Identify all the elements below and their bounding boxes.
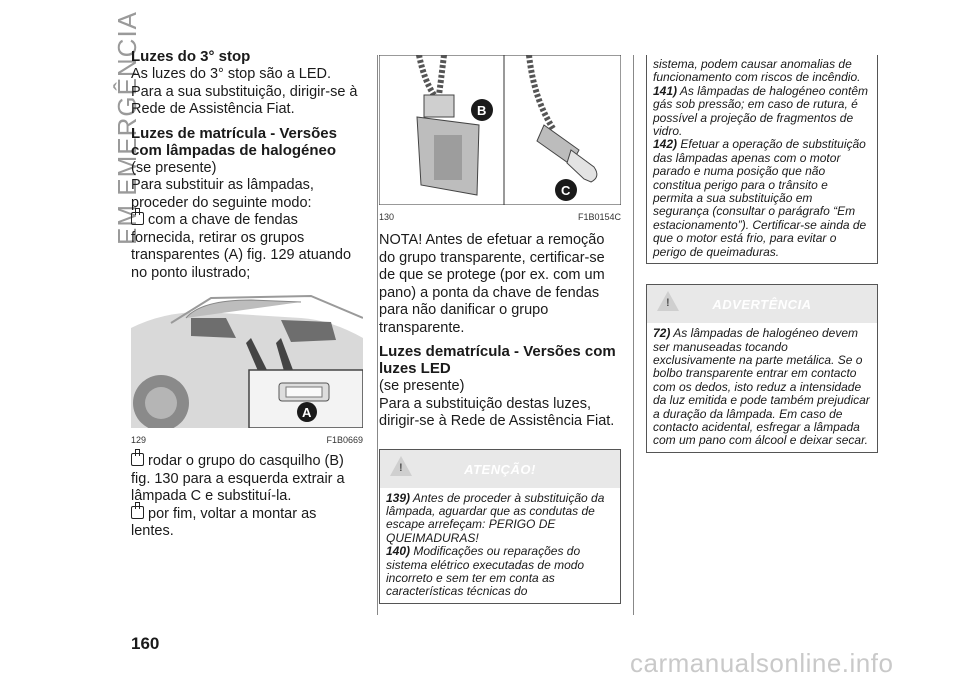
warning-body <box>380 488 620 603</box>
figure-129 <box>131 288 363 445</box>
svg-text:A: A <box>302 405 312 420</box>
warning-header <box>647 285 877 323</box>
note-if-present: (se presente) <box>379 378 465 394</box>
figure-130 <box>379 55 621 222</box>
warning-continuation: sistema, podem causar anomalias de funcionamento com riscos de incêndio. <box>653 57 861 85</box>
heading-third-stop: Luzes do 3° stop <box>131 48 251 65</box>
svg-text:C: C <box>561 183 571 198</box>
warning-continued-box <box>646 55 878 264</box>
warning-header <box>380 450 620 488</box>
warning-item-140: 140) Modificações ou reparações do sistema elétrico executadas de modo incorreto e sem ter em conta as características técnicas do <box>386 544 585 599</box>
paragraph-procedure: Para substituir as lâmpadas, proceder do seguinte modo: <box>131 177 314 211</box>
chapter-side-title: EM EMERGÊNCIA <box>112 10 142 245</box>
step-icon <box>131 506 144 519</box>
warning-body <box>647 323 877 452</box>
figure-number: 129 <box>131 435 147 445</box>
step-icon <box>131 453 144 466</box>
note-if-present: (se presente) <box>131 159 217 176</box>
warning-item-142: 142) Efetuar a operação de substituição das lâmpadas apenas com o motor parado e numa posição que não constitua perigo para o trânsito e permita a sua substituição em segurança (consultar o parágrafo “Em estacionamento”). Certificar-se ainda de que o motor está frio, para evitar o perigo de queimaduras. <box>653 137 867 259</box>
column-3 <box>646 55 878 453</box>
exclamation-icon: ! <box>399 461 403 474</box>
figure-code: F1B0154C <box>577 212 621 222</box>
page-number: 160 <box>131 634 160 653</box>
figure-130-caption <box>379 212 621 222</box>
figure-129-caption <box>131 435 363 445</box>
warning-item-139: 139) Antes de proceder à substituição da lâmpada, aguardar que as condutas de escape arrefeçam: PERIGO DE QUEIMADURAS! <box>386 490 605 545</box>
warning-item-72: 72) As lâmpadas de halogéneo devem ser manuseadas tocando exclusivamente na parte metálica. Se o bolbo transparente entrar em contacto com os dedos, isto reduz a intensidade da luz emitida e pode também prejudicar a duração da lâmpada. Em caso de contacto acidental, esfregar a lâmpada com um pano com álcool e deixar secar. <box>653 326 870 448</box>
warning-title: ATENÇÃO! <box>464 461 536 477</box>
car-rear-illustration <box>131 288 363 428</box>
exclamation-icon: ! <box>666 297 670 310</box>
heading-plate-led: Luzes dematrícula - Versões com luzes LED <box>379 343 616 377</box>
heading-plate-halogen: Luzes de matrícula - Versões com lâmpadas de halogéneo <box>131 124 337 159</box>
note-paragraph: NOTA! Antes de efetuar a remoção do grupo transparente, certificar-se de que se protege (por ex. com um pano) a ponta da chave de fendas para não danificar o grupo transparente. <box>379 232 605 336</box>
paragraph-third-stop: As luzes do 3° stop são a LED. Para a sua substituição, dirigir-se à Rede de Assistência Fiat. <box>131 66 358 117</box>
watermark: carmanualsonline.info <box>630 648 894 678</box>
warning-item-141: 141) As lâmpadas de halogéneo contêm gás sob pressão; em caso de rutura, é possível a projeção de fragmentos de vidro. <box>653 83 869 139</box>
bullet-step-3: por fim, voltar a montar as lentes. <box>131 505 317 539</box>
warning-box-attention <box>379 449 621 604</box>
warning-box-advertencia <box>646 284 878 453</box>
column-2 <box>379 55 621 604</box>
figure-code: F1B0669 <box>326 435 363 445</box>
column-1 <box>131 48 363 541</box>
paragraph-led: Para a substituição destas luzes, dirigir-se à Rede de Assistência Fiat. <box>379 395 615 429</box>
bullet-step-1: com a chave de fendas fornecida, retirar os grupos transparentes (A) fig. 129 atuando no ponto ilustrado; <box>131 212 352 281</box>
warning-title: ADVERTÊNCIA <box>712 297 812 313</box>
bullet-step-2: rodar o grupo do casquilho (B) fig. 130 para a esquerda extrair a lâmpada C e substituí-la. <box>131 453 345 504</box>
svg-text:B: B <box>477 103 487 118</box>
column-divider <box>377 55 378 615</box>
figure-number: 130 <box>379 212 395 222</box>
lamp-holder-illustration <box>379 55 621 205</box>
column-divider <box>633 55 634 615</box>
step-icon <box>131 212 144 225</box>
